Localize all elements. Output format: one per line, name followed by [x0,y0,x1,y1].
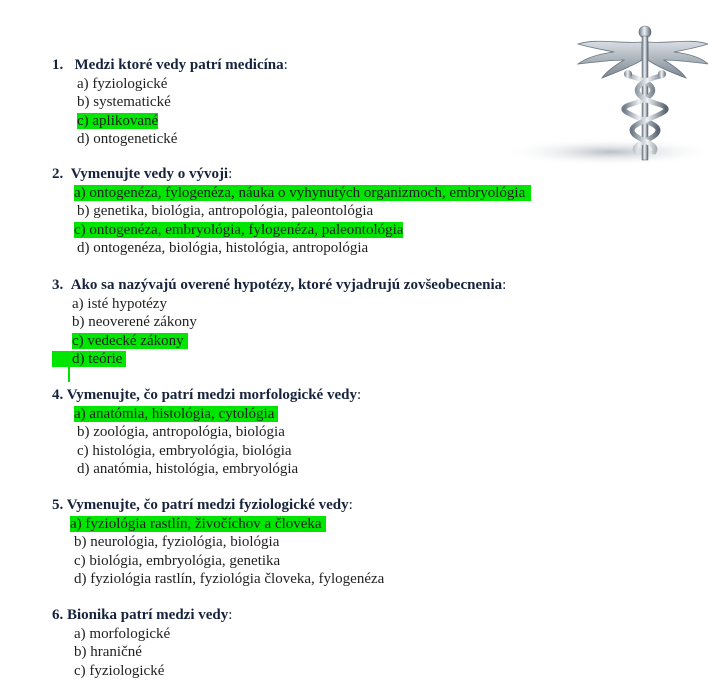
question-2 [52,165,531,258]
option-c: c) fyziologické [52,662,232,680]
option-a: a) fyziológia rastlín, živočíchov a človeka [52,515,384,534]
option-c: c) histológia, embryológia, biológia [52,442,361,461]
question-5 [52,496,384,589]
question-3 [52,276,506,369]
option-d: d) anatómia, histológia, embryológia [52,460,361,479]
option-b: b) hraničné [52,643,232,662]
question-title: 1. Medzi ktoré vedy patrí medicína: [52,57,288,73]
option-a: a) fyziologické [52,75,288,94]
question-title: 3. Ako sa nazývajú overené hypotézy, ktoré vyjadrujú zovšeobecnenia: [52,277,506,293]
question-title: 5. Vymenujte, čo patrí medzi fyziologické vedy: [52,497,353,513]
option-c: c) vedecké zákony [52,332,506,351]
question-4 [52,386,361,479]
question-title: 4. Vymenujte, čo patrí medzi morfologické vedy: [52,387,361,403]
option-b: b) neurológia, fyziológia, biológia [52,533,384,552]
question-title: 6. Bionika patrí medzi vedy: [52,607,232,623]
question-6 [52,606,232,680]
option-d: d) fyziológia rastlín, fyziológia človeka, fylogenéza [52,570,384,589]
option-b: b) genetika, biológia, antropológia, paleontológia [52,202,531,221]
option-c: c) ontogenéza, embryológia, fylogenéza, paleontológia [52,221,531,240]
option-a: a) anatómia, histológia, cytológia [52,405,361,424]
text-cursor [68,365,70,382]
option-c: c) aplikované [52,112,288,131]
option-a: a) morfologické [52,625,232,644]
option-b: b) zoológia, antropológia, biológia [52,423,361,442]
caduceus-icon [500,14,708,174]
option-d: d) teórie [52,350,506,369]
option-b: b) neoverené zákony [52,313,506,332]
option-b: b) systematické [52,93,288,112]
option-a: a) ontogenéza, fylogenéza, náuka o vyhynutých organizmoch, embryológia [52,184,531,203]
option-d: d) ontogenéza, biológia, histológia, antropológia [52,239,531,258]
option-d: d) ontogenetické [52,130,288,149]
option-c: c) biológia, embryológia, genetika [52,552,384,571]
option-a: a) isté hypotézy [52,295,506,314]
question-1 [52,56,288,149]
question-title: 2. Vymenujte vedy o vývoji: [52,166,232,182]
